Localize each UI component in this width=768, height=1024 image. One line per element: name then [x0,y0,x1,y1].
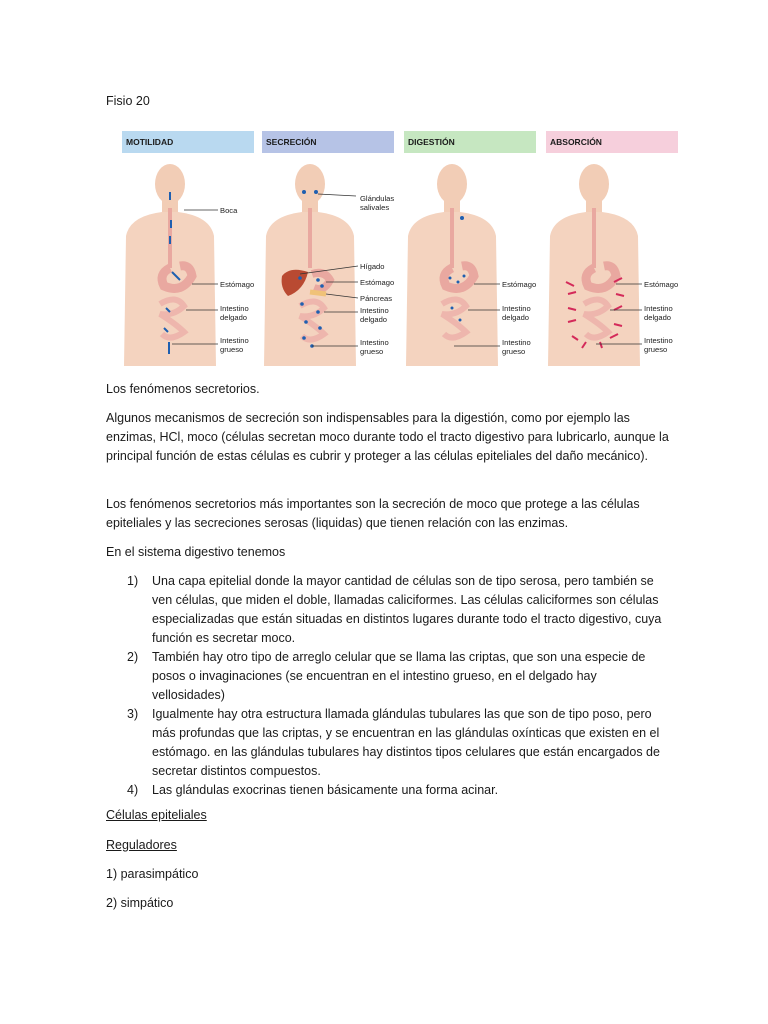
list-number: 2) [127,650,139,664]
panel-secretion [260,128,396,366]
list-item [106,705,666,781]
list-text: Las glándulas exocrinas tienen básicamente una forma acinar. [152,783,499,797]
list-item [106,572,666,648]
list-text: Una capa epitelial donde la mayor cantidad de células son de tipo serosa, pero también se ven células, que miden el doble, llamadas caliciformes. Las células caliciformes son células especializadas que están situadas en distintos lugares durante todo el tracto digestivo, cuya función es secretar moco. [152,574,662,645]
body-illustration [260,156,396,366]
heading-secretory: Los fenómenos secretorios. [106,382,260,396]
section-regulators: Reguladores [106,838,177,852]
list-number: 1) [127,574,139,588]
list-item [106,648,666,705]
body-illustration [120,156,256,366]
label-estomago: Estómago [502,280,537,289]
panel-absorption [544,128,680,366]
regulator-2: 2) simpático [106,896,174,910]
panel-header: ABSORCIÓN [546,131,678,153]
paragraph-3: En el sistema digestivo tenemos [106,545,286,559]
regulator-1: 1) parasimpático [106,867,199,881]
digestive-functions-figure [120,128,682,366]
body-illustration [544,156,680,366]
label-estomago: Estómago [360,278,395,287]
label-glandulas-salivales: Glándulas salivales [360,194,395,212]
label-intestino-grueso: Intestino grueso [502,338,531,356]
label-higado: Hígado [360,262,385,271]
list-number: 3) [127,707,139,721]
list-number: 4) [127,783,139,797]
label-intestino-grueso: Intestino grueso [644,336,673,354]
paragraph-2: Los fenómenos secretorios más importantes son la secreción de moco que protege a las células epiteliales y las secreciones serosas (liquidas) que tienen relación con las enzimas. [106,497,640,530]
panel-header: SECRECIÓN [262,131,394,153]
section-epithelial-cells: Células epiteliales [106,808,207,822]
numbered-list [106,572,666,800]
list-item [106,781,666,800]
panel-header: MOTILIDAD [122,131,254,153]
panel-motility [120,128,256,366]
label-estomago: Estómago [644,280,679,289]
label-intestino-delgado: Intestino delgado [360,306,389,324]
label-intestino-delgado: Intestino delgado [220,304,249,322]
label-intestino-delgado: Intestino delgado [502,304,531,322]
label-intestino-delgado: Intestino delgado [644,304,673,322]
body-illustration [402,156,538,366]
list-text: Igualmente hay otra estructura llamada glándulas tubulares las que son de tipo poso, pero más profundas que las criptas, y se encuentran en las glándulas oxínticas que existen en el estómago. en las glándulas tubulares hay distintos tipos celulares que están encargados de secretar distintos compuestos. [152,707,660,778]
panel-digestion [402,128,538,366]
label-estomago: Estómago [220,280,255,289]
list-text: También hay otro tipo de arreglo celular que se llama las criptas, que son una especie de posos o invaginaciones (se encuentran en el intestino grueso, en el delgado hay vellosidades) [152,650,646,702]
panel-header: DIGESTIÓN [404,131,536,153]
label-intestino-grueso: Intestino grueso [220,336,249,354]
label-pancreas: Páncreas [360,294,393,303]
label-intestino-grueso: Intestino grueso [360,338,389,356]
document-title: Fisio 20 [106,94,150,108]
label-boca: Boca [220,206,238,215]
paragraph-1: Algunos mecanismos de secreción son indispensables para la digestión, como por ejemplo las enzimas, HCl, moco (células secretan moco durante todo el tracto digestivo para lubricarlo, aunque la principal función de estas células es cubrir y proteger a las células epiteliales del daño mecánico). [106,411,669,463]
